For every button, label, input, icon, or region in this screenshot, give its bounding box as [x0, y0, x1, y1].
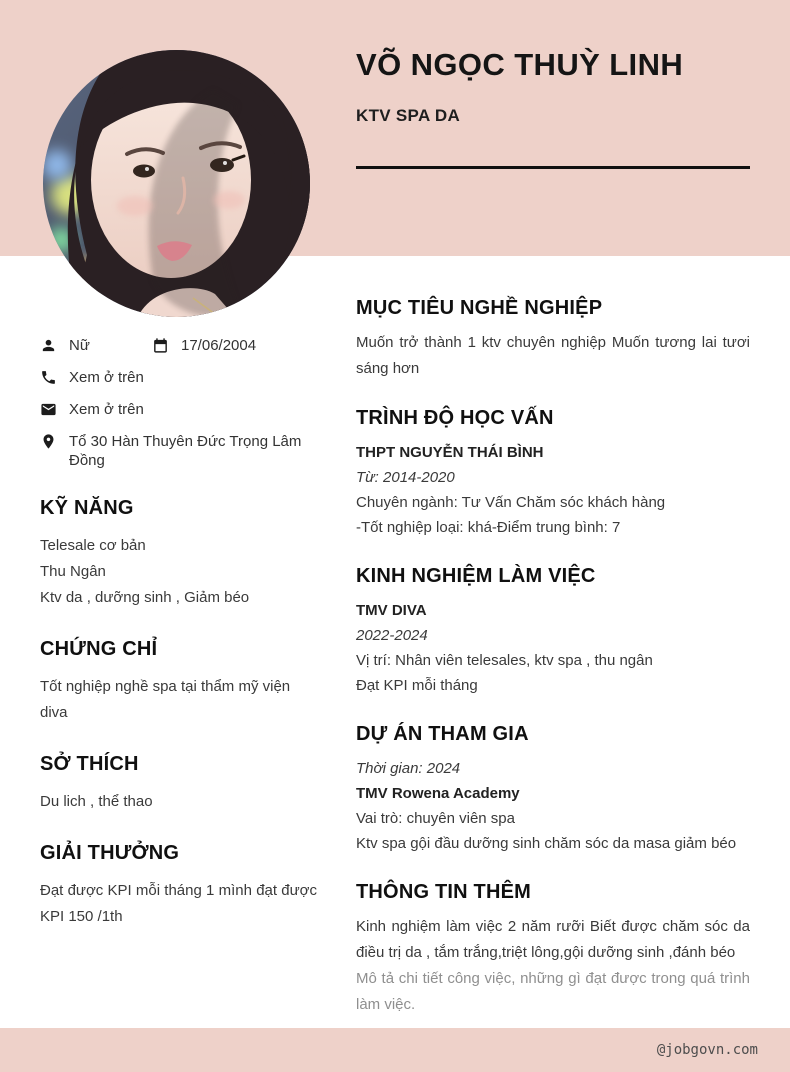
envelope-icon	[40, 401, 57, 418]
phone-value: Xem ở trên	[69, 369, 144, 386]
watermark: @jobgovn.com	[656, 1042, 758, 1058]
contact-info	[40, 336, 317, 470]
section-experience	[356, 564, 750, 698]
project-description: Ktv spa gội đầu dưỡng sinh chăm sóc da masa giảm béo	[356, 835, 737, 852]
employer-name: TMV DIVA	[356, 602, 427, 619]
section-projects	[356, 722, 750, 856]
additional-info-text: Kinh nghiệm làm việc 2 năm rưỡi Biết được chăm sóc da điều trị da , tắm trắng,triệt lông,gội dưỡng sinh ,đánh béo	[356, 918, 750, 961]
birthday-value: 17/06/2004	[181, 337, 257, 354]
section-heading: CHỨNG CHỈ	[40, 638, 158, 660]
address-value: Tổ 30 Hàn Thuyên Đức Trọng Lâm Đồng	[69, 433, 302, 469]
section-heading: MỤC TIÊU NGHỀ NGHIỆP	[356, 297, 603, 319]
contact-row-phone	[40, 368, 317, 387]
section-hobbies	[40, 752, 317, 815]
project-name: TMV Rowena Academy	[356, 785, 520, 802]
skill-item: Thu Ngân	[40, 563, 106, 580]
skill-item: Telesale cơ bản	[40, 537, 146, 554]
education-period: Từ: 2014-2020	[356, 469, 455, 486]
candidate-name: VÕ NGỌC THUỲ LINH	[356, 47, 684, 82]
header-text-block	[356, 46, 750, 169]
birthday-item	[152, 336, 256, 355]
experience-achievement: Đạt KPI mỗi tháng	[356, 677, 478, 694]
header-divider-line	[356, 166, 750, 169]
phone-icon	[40, 369, 57, 386]
section-education	[356, 406, 750, 540]
left-column	[40, 336, 317, 930]
contact-row-email	[40, 400, 317, 419]
job-title: KTV SPA DA	[356, 106, 461, 125]
skill-item: Ktv da , dưỡng sinh , Giảm béo	[40, 589, 250, 606]
person-icon	[40, 337, 57, 354]
section-objective	[356, 296, 750, 382]
award-item: Đạt được KPI mỗi tháng 1 mình đạt được KPI 150 /1th	[40, 882, 317, 925]
section-skills	[40, 496, 317, 611]
school-name: THPT NGUYỄN THÁI BÌNH	[356, 444, 544, 461]
contact-row-gender-birthday	[40, 336, 317, 355]
gender-value: Nữ	[69, 337, 90, 354]
project-role: Vai trò: chuyên viên spa	[356, 810, 515, 827]
profile-photo	[43, 50, 310, 317]
hobby-item: Du lich , thể thao	[40, 793, 153, 810]
calendar-icon	[152, 337, 169, 354]
education-major: Chuyên ngành: Tư Vấn Chăm sóc khách hàng	[356, 494, 666, 511]
section-awards	[40, 841, 317, 930]
email-value: Xem ở trên	[69, 401, 144, 418]
section-additional-info	[356, 880, 750, 1018]
education-grade: -Tốt nghiệp loại: khá-Điểm trung bình: 7	[356, 519, 621, 536]
section-heading: KỸ NĂNG	[40, 497, 134, 519]
experience-position: Vị trí: Nhân viên telesales, ktv spa , thu ngân	[356, 652, 653, 669]
section-certificates	[40, 637, 317, 726]
additional-info-placeholder: Mô tả chi tiết công việc, những gì đạt được trong quá trình làm việc.	[356, 970, 750, 1013]
portrait-illustration	[43, 50, 310, 317]
experience-period: 2022-2024	[356, 627, 428, 644]
section-heading: TRÌNH ĐỘ HỌC VẤN	[356, 407, 554, 429]
objective-text: Muốn trở thành 1 ktv chuyên nghiệp Muốn tương lai tươi sáng hơn	[356, 334, 750, 377]
section-heading: GIẢI THƯỞNG	[40, 842, 180, 864]
section-heading: DỰ ÁN THAM GIA	[356, 723, 529, 745]
certificate-item: Tốt nghiệp nghề spa tại thẩm mỹ viện diva	[40, 678, 291, 721]
section-heading: SỞ THÍCH	[40, 753, 139, 775]
gender-item	[40, 336, 152, 355]
contact-row-address	[40, 432, 317, 470]
section-heading: THÔNG TIN THÊM	[356, 881, 532, 903]
right-column	[356, 296, 750, 1042]
footer-band	[0, 1028, 790, 1072]
project-period: Thời gian: 2024	[356, 760, 461, 777]
location-icon	[40, 433, 57, 450]
section-heading: KINH NGHIỆM LÀM VIỆC	[356, 565, 596, 587]
